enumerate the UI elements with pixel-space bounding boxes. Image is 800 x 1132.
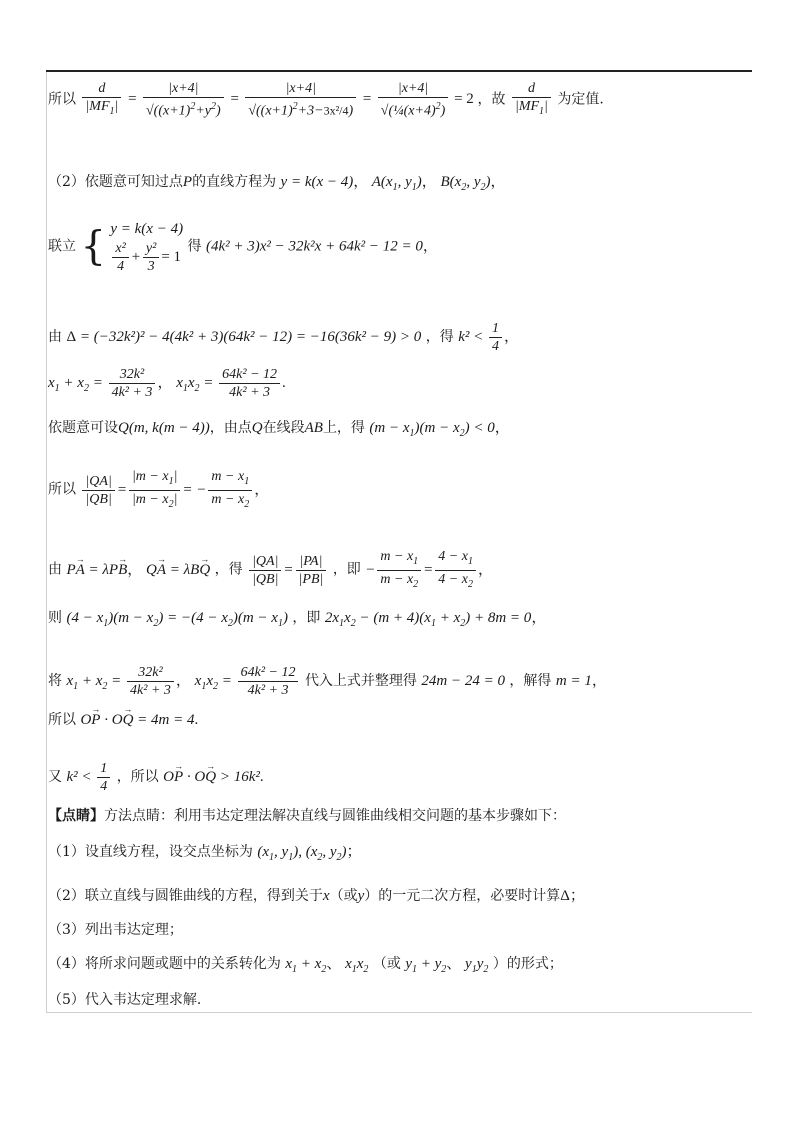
math-expression: Q(m, k(m − 4)) [118,420,210,436]
text-segment: 由 [48,561,62,578]
text-segment: 由 [48,328,62,345]
text-segment: 代入上式并整理得 [304,672,417,689]
line-system: 联立 { y = k(x − 4) $\frac{\text{x²}}{4}$ + $\frac{\text{y²}}{3}$ = 1 得 (4k² + 3)x² − 32k²x + 64k² − 12 = 0， [48,218,438,275]
text-segment: 依题意可设 [48,420,118,436]
text-segment: ，所以 [116,768,159,785]
step-3 [48,920,183,940]
math-expression: k² < $\frac{1}{4}$ [66,769,112,785]
text-segment: ）的形式； [492,956,563,972]
text-segment: （5）代入韦达定理求解. [48,992,202,1008]
text-segment: 所以 [48,712,76,728]
math-expression: $\frac{|QA|}{|QB|}$ = $\frac{|PA|}{|PB|}$ [247,562,328,578]
math-var: Q [251,420,263,436]
text-segment: ，故 [477,91,506,108]
line-discriminant [48,320,519,355]
text-segment: 上，得 [322,420,365,436]
text-segment: ，由点 [209,420,252,436]
line-substitution [48,664,607,699]
text-segment: ，即 [332,561,361,578]
math-expression: $x_1 + x_2$ = $\frac{\text{32k²}}{\text{4k² + 3}}$ ， $x_1x_2$ = $\frac{\text{64k² − 12}}{\text{4k² + 3}}$ . [48,367,286,400]
math-expression: $(m - x_1)(m - x_2) < 0$， [369,420,510,439]
left-border [46,72,47,1012]
math-expression: $y_1 + y_2$、 $y_1y_2$ [405,956,489,975]
math-expression: $x_1 + x_2$ = $\frac{\text{32k²}}{\text{4k² + 3}}$ ， $x_1x_2$ = $\frac{\text{64k² − 12}}{\text{4k² + 3}}$ [66,673,300,689]
text-segment: 所以 [48,481,76,498]
line-vector-relation [48,548,493,593]
note-heading [48,806,566,826]
line-line-equation [48,172,506,198]
math-expression: OP → · OQ → = 4m = 4. [80,712,198,728]
text-segment: （1）设直线方程，设交点坐标为 [48,844,253,860]
math-var: P [182,174,193,190]
math-expression: Δ = (−32k²)² − 4(4k² + 3)(64k² − 12) = −16(36k² − 9) > 0 [66,328,422,345]
text-segment: ，得 [425,328,454,345]
math-expression: $\frac{d}{|MF_1|}$ [510,91,553,107]
text-segment: 为定值. [557,91,604,108]
note-text: 方法点睛：利用韦达定理法解决直线与圆锥曲线相交问题的基本步骤如下： [104,808,566,824]
math-system: y = k(x − 4) $\frac{\text{x²}}{4}$ + $\frac{\text{y²}}{3}$ = 1 [110,221,184,274]
text-segment: 又 [48,768,62,785]
step-5 [48,990,201,1010]
text-segment: ，即 [292,610,321,626]
text-segment: ，解得 [509,672,552,689]
math-expression: (4k² + 3)x² − 32k²x + 64k² − 12 = 0， [205,238,438,255]
math-expression: m = 1， [555,672,607,689]
line-inequality [48,760,264,795]
text-segment: （4）将所求问题或题中的关系转化为 [48,956,281,972]
math-expression: k² < $\frac{1}{4}$ ， [458,321,519,354]
header-rule [46,70,752,72]
math-expression: PA → = λPB →， QA → = λBQ → [66,562,210,578]
text-segment: 则 [48,610,62,626]
line-ratio-constant [48,80,604,120]
step-2: （2）联立直线与圆锥曲线的方程，得到关于x（或y）的一元二次方程，必要时计算Δ； [48,888,585,904]
text-segment: （3）列出韦达定理； [48,922,183,938]
text-segment: ，得 [214,561,243,578]
text-segment: 所以 [48,91,76,108]
text-segment: 得 [187,238,202,255]
text-segment: 的直线方程为 [192,174,277,190]
step-4 [48,954,563,980]
math-expression: − $\frac{m - x_1}{m - x_2}$ = $\frac{4 - x_1}{4 - x_2}$ ， [365,549,493,590]
math-expression: OP → · OQ → > 16k². [163,769,263,785]
line-point-q [48,418,510,444]
text-segment: 在线段 [262,420,305,436]
text-segment: （或 [329,888,358,904]
text-segment: 联立 [48,238,76,255]
math-expression: ($x_1$, $y_1$), ($x_2$, $y_2$)； [257,844,362,863]
math-expression: y = k(x − 4)， $A(x_1$, $y_1$)， $B(x_2$, $y_2$)， [280,174,506,193]
math-expression: $2x_1x_2 - (m + 4)(x_1 + x_2) + 8m = 0$， [324,610,547,629]
line-dot-product [48,710,198,730]
note-label: 【点睛】 [48,808,104,824]
text-segment: （2）依题意可知过点 [48,174,183,190]
text-segment: 将 [48,672,62,689]
text-segment: （或 [372,956,401,972]
line-expansion [48,608,546,634]
math-expression: $\frac{|QA|}{|QB|}$ = $\frac{|m - x_1|}{|m - x_2|}$ = − $\frac{m - x_1}{m - x_2}$ ， [80,482,269,498]
step-1 [48,842,362,868]
line-vieta [48,366,286,401]
text-segment: （2）联立直线与圆锥曲线的方程，得到关于 [48,888,323,904]
bottom-border [46,1012,752,1013]
math-expression: $x_1 + x_2$、 $x_1x_2$ [285,956,369,975]
math-expression: $(4 - x_1)(m - x_2) = -(4 - x_2)(m - x_1)$ [66,610,288,629]
text-segment: ）的一元二次方程，必要时计算 [364,888,561,904]
math-expression: 24m − 24 = 0 [421,672,505,689]
math-var: AB [304,420,323,436]
line-ratio-qa-qb [48,468,269,513]
math-expression: $\frac{d}{|MF_1|}$ = $\frac{|x+4|}{√((x+1)^2+y^2)}$ = $\frac{|x+4|}{√((x+1)^2+3-3x^2/4)}$ = $\frac{|x+4|}{√(\frac{1}{4}(x+4)^2)}$ = 2 [80,91,477,107]
